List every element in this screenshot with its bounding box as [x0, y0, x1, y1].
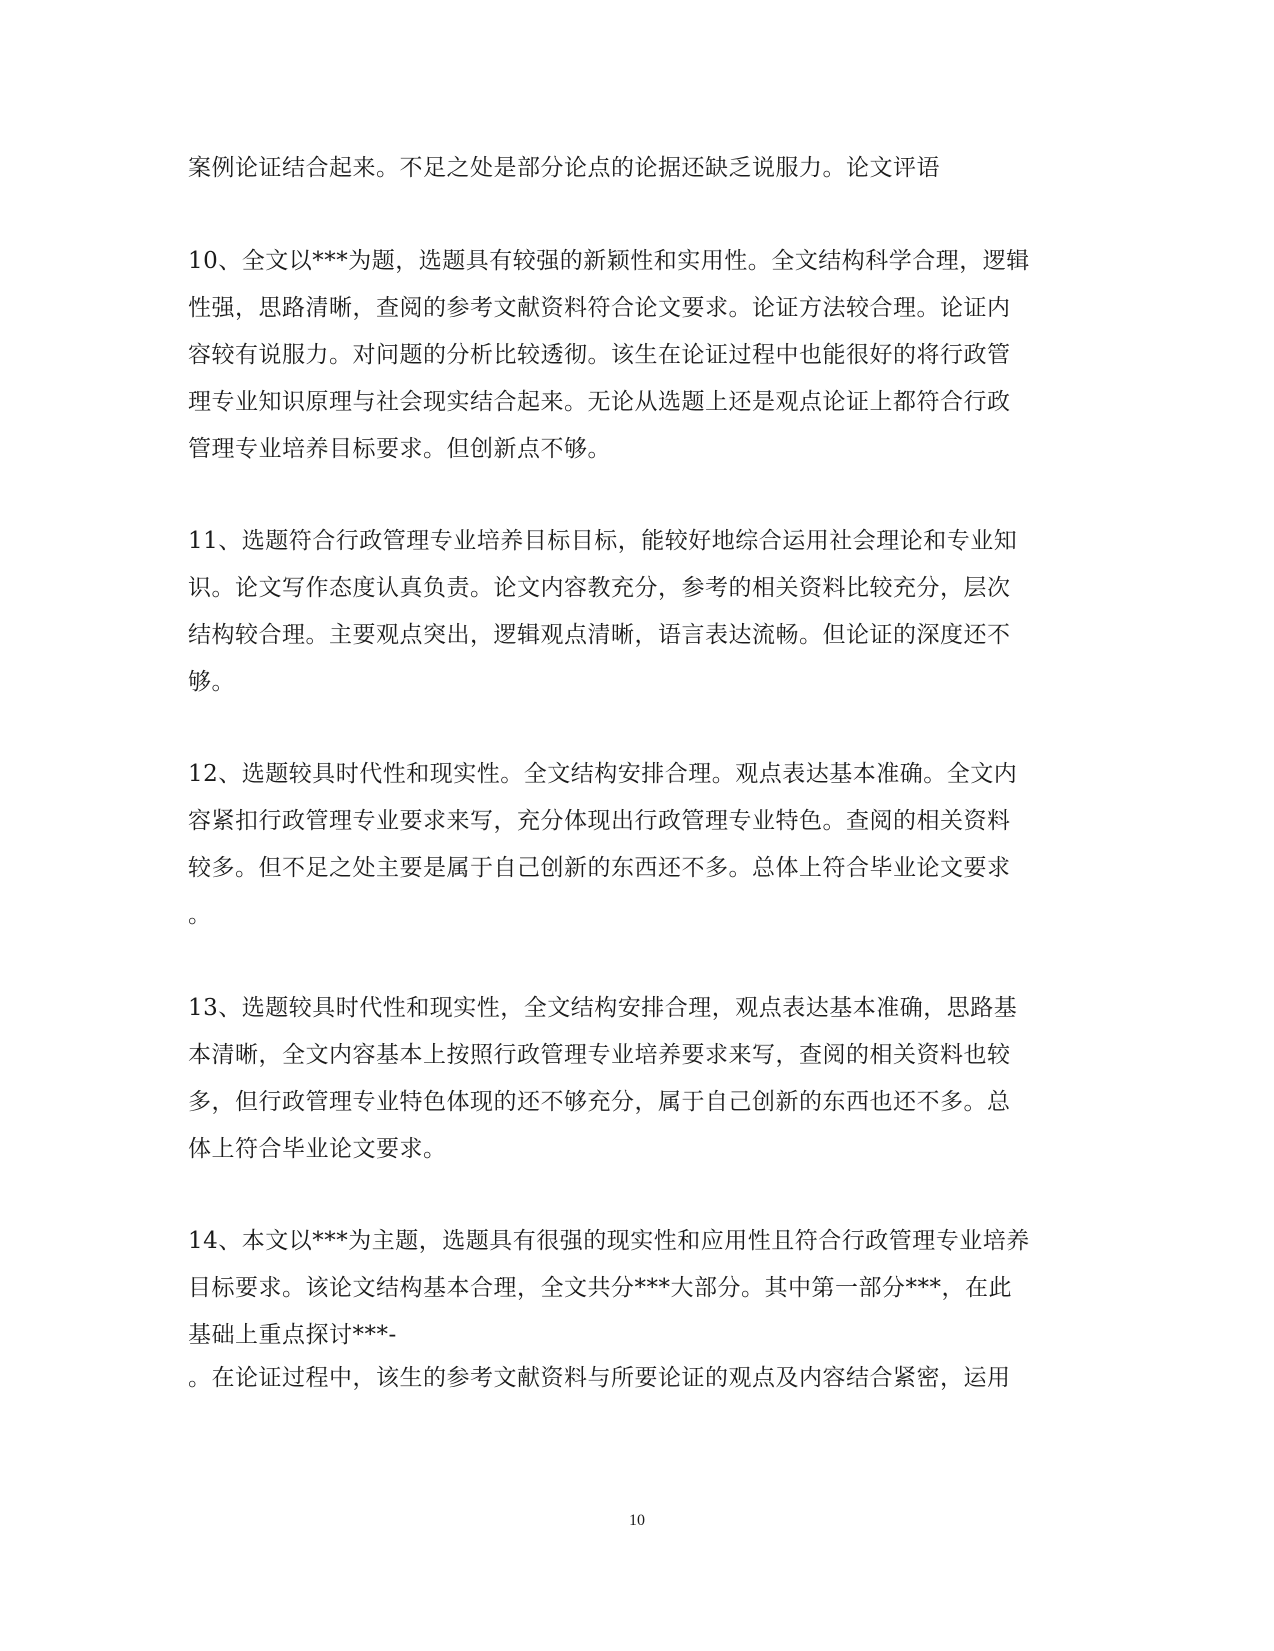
- text-line: 体上符合毕业论文要求。: [188, 1136, 447, 1162]
- text-line: 。在论证过程中，该生的参考文献资料与所要论证的观点及内容结合紧密，运用: [188, 1365, 1011, 1391]
- text-line: 目标要求。该论文结构基本合理，全文共分***大部分。其中第一部分***，在此: [188, 1275, 1012, 1301]
- text-line: 14、本文以***为主题，选题具有很强的现实性和应用性且符合行政管理专业培养: [188, 1228, 1030, 1254]
- text-line: 性强，思路清晰，查阅的参考文献资料符合论文要求。论证方法较合理。论证内: [188, 295, 1011, 321]
- text-line: 11、选题符合行政管理专业培养目标目标，能较好地综合运用社会理论和专业知: [188, 528, 1018, 554]
- text-line: 本清晰，全文内容基本上按照行政管理专业培养要求来写，查阅的相关资料也较: [188, 1042, 1011, 1068]
- text-line: 识。论文写作态度认真负责。论文内容教充分，参考的相关资料比较充分，层次: [188, 575, 1011, 601]
- text-line: 管理专业培养目标要求。但创新点不够。: [188, 436, 611, 462]
- text-line: 结构较合理。主要观点突出，逻辑观点清晰，语言表达流畅。但论证的深度还不: [188, 622, 1011, 648]
- text-line: 基础上重点探讨***-: [188, 1322, 397, 1348]
- text-line: 容较有说服力。对问题的分析比较透彻。该生在论证过程中也能很好的将行政管: [188, 342, 1011, 368]
- text-line: 12、选题较具时代性和现实性。全文结构安排合理。观点表达基本准确。全文内: [188, 761, 1018, 787]
- text-line: 。: [188, 902, 212, 928]
- page-number: 10: [629, 1512, 645, 1529]
- text-line: 13、选题较具时代性和现实性，全文结构安排合理，观点表达基本准确，思路基: [188, 995, 1018, 1021]
- text-line: 案例论证结合起来。不足之处是部分论点的论据还缺乏说服力。论文评语: [188, 155, 940, 181]
- text-line: 够。: [188, 669, 235, 695]
- text-line: 10、全文以***为题，选题具有较强的新颖性和实用性。全文结构科学合理，逻辑: [188, 248, 1030, 274]
- text-line: 理专业知识原理与社会现实结合起来。无论从选题上还是观点论证上都符合行政: [188, 389, 1011, 415]
- text-line: 容紧扣行政管理专业要求来写，充分体现出行政管理专业特色。查阅的相关资料: [188, 808, 1011, 834]
- text-line: 较多。但不足之处主要是属于自己创新的东西还不多。总体上符合毕业论文要求: [188, 855, 1011, 881]
- text-line: 多，但行政管理专业特色体现的还不够充分，属于自己创新的东西也还不多。总: [188, 1089, 1011, 1115]
